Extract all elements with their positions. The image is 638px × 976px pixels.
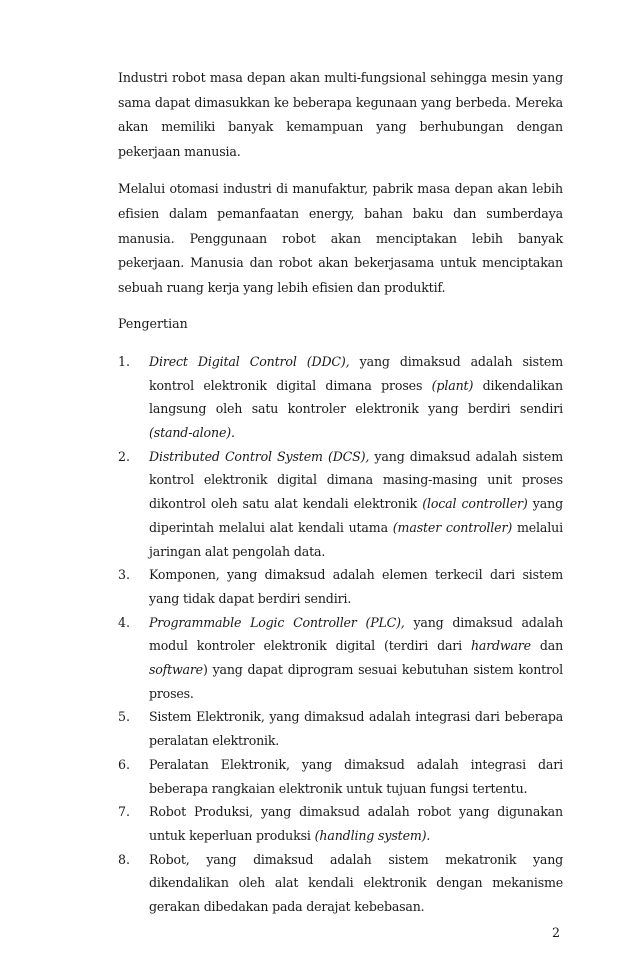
list-item-text: [149, 753, 563, 800]
text-run: dikendalikan langsung oleh satu kontroler elektronik yang berdiri sendiri: [149, 377, 563, 417]
list-item: [118, 848, 563, 919]
italic-term: (local controller): [422, 496, 528, 512]
italic-term: Distributed Control System (DCS),: [149, 448, 370, 464]
italic-term: hardware: [470, 638, 531, 654]
list-item-text: [149, 350, 563, 445]
list-item: [118, 350, 563, 445]
list-item-text: [149, 705, 563, 752]
text-run: yang dimaksud adalah sistem kontrol elektronik digital dimana proses: [149, 353, 563, 393]
list-item-number: 7.: [118, 804, 131, 820]
automation-paragraph: Melalui otomasi industri di manufaktur, pabrik masa depan akan lebih efisien dalam pemanfaatan energy, bahan baku dan sumberdaya manusia. Penggunaan robot akan menciptakan lebih banyak pekerjaan. Manusia dan robot akan bekerjasama untuk menciptakan sebuah ruang kerja yang lebih efisien dan produktif.: [118, 181, 563, 295]
list-item-number: 3.: [118, 567, 131, 583]
text-run: yang diperintah melalui alat kendali utama: [149, 496, 563, 535]
text-run: Robot Produksi, yang dimaksud adalah robot yang digunakan untuk keperluan produksi: [149, 804, 563, 843]
italic-term: Direct Digital Control (DDC),: [149, 353, 350, 369]
list-item-number: 6.: [118, 756, 131, 772]
italic-term: Programmable Logic Controller (PLC),: [149, 614, 405, 630]
list-item: [118, 705, 563, 752]
italic-term: (master controller): [392, 519, 513, 535]
text-run: Komponen, yang dimaksud adalah elemen terkecil dari sistem yang tidak dapat berdiri sendiri.: [149, 567, 563, 606]
list-item-text: [149, 563, 563, 610]
intro-paragraph: Industri robot masa depan akan multi-fungsional sehingga mesin yang sama dapat dimasukkan ke beberapa kegunaan yang berbeda. Mereka akan memiliki banyak kemampuan yang berhubungan dengan pekerjaan manusia.: [118, 70, 563, 159]
text-run: yang dimaksud adalah sistem kontrol elektronik digital dimana masing-masing unit proses dikontrol oleh satu alat kendali elektronik: [149, 448, 563, 512]
definition-list: [118, 350, 563, 919]
list-item: [118, 753, 563, 800]
italic-term: (stand-alone).: [149, 425, 235, 441]
italic-term: (plant): [431, 377, 474, 393]
list-item: [118, 611, 563, 706]
text-run: melalui jaringan alat pengolah data.: [149, 519, 563, 559]
text-run: yang dimaksud adalah modul kontroler elektronik digital (terdiri dari: [149, 614, 563, 654]
list-item-text: [149, 611, 563, 706]
list-item: [118, 445, 563, 564]
list-item-number: 4.: [118, 614, 131, 630]
text-run: dan: [530, 638, 563, 654]
page-number: 2: [552, 925, 561, 940]
text-run: Robot, yang dimaksud adalah sistem mekatronik yang dikendalikan oleh alat kendali elektronik dengan mekanisme gerakan dibedakan pada derajat kebebasan.: [149, 851, 563, 915]
text-run: Sistem Elektronik, yang dimaksud adalah integrasi dari beberapa peralatan elektronik.: [149, 709, 563, 749]
text-run: Peralatan Elektronik, yang dimaksud adalah integrasi dari beberapa rangkaian elektronik untuk tujuan fungsi tertentu.: [149, 756, 563, 796]
list-item-text: [149, 800, 563, 847]
list-item-text: [149, 445, 563, 564]
list-item-number: 5.: [118, 709, 131, 725]
list-item-number: 8.: [118, 851, 131, 867]
list-item: [118, 800, 563, 847]
section-heading: Pengertian: [118, 316, 188, 332]
list-item-text: [149, 848, 563, 919]
list-item: [118, 563, 563, 610]
text-run: ) yang dapat diprogram sesuai kebutuhan sistem kontrol proses.: [149, 662, 563, 701]
italic-term: software: [149, 662, 203, 678]
document-page: [118, 66, 563, 919]
italic-term: (handling system).: [314, 828, 431, 843]
list-item-number: 2.: [118, 448, 131, 464]
list-item-number: 1.: [118, 353, 131, 369]
